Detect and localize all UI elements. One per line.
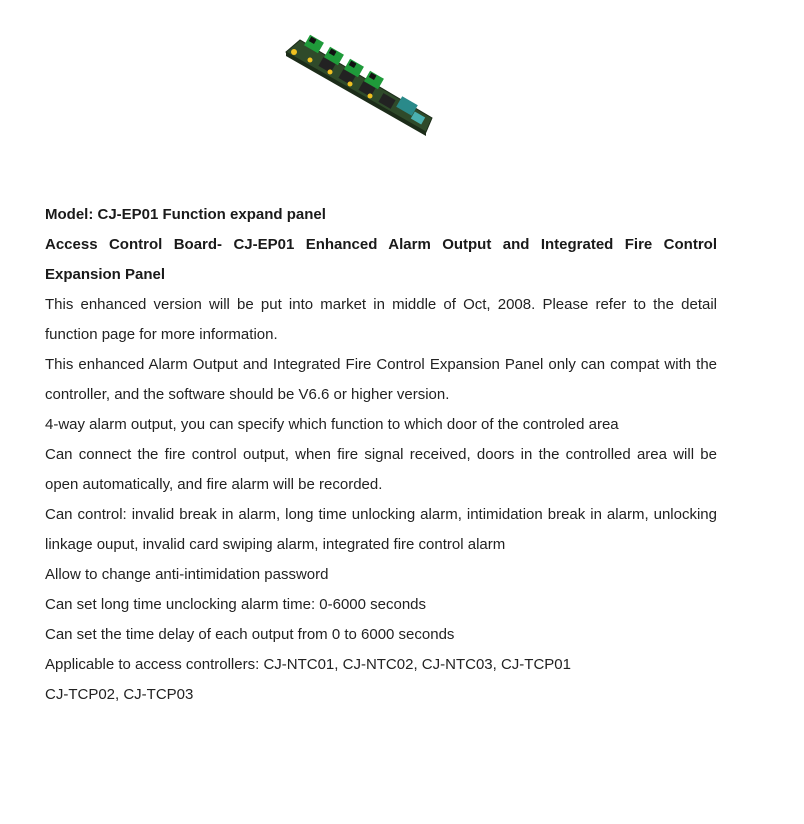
- model-title: Model: CJ-EP01 Function expand panel: [45, 206, 326, 223]
- paragraph-fire-control: Can connect the fire control output, when fire signal received, doors in the controlled area will be open automatically, and fire alarm will be recorded.: [45, 446, 717, 493]
- expansion-board-pcb-icon: [280, 30, 440, 140]
- paragraph-release-note: This enhanced version will be put into market in middle of Oct, 2008. Please refer to the detail function page for more information.: [45, 296, 717, 343]
- paragraph-alarm-output: 4-way alarm output, you can specify which function to which door of the controled area: [45, 416, 619, 433]
- paragraph-applicable-controllers-cont: CJ-TCP02, CJ-TCP03: [45, 686, 194, 703]
- paragraph-applicable-controllers: Applicable to access controllers: CJ-NTC01, CJ-NTC02, CJ-NTC03, CJ-TCP01: [45, 656, 571, 673]
- paragraph-delay: Can set the time delay of each output from 0 to 6000 seconds: [45, 626, 455, 643]
- paragraph-password: Allow to change anti-intimidation password: [45, 566, 329, 583]
- paragraph-unlock-time: Can set long time unclocking alarm time: 0-6000 seconds: [45, 596, 427, 613]
- paragraph-compatibility: This enhanced Alarm Output and Integrated Fire Control Expansion Panel only can compat with the controller, and the software should be V6.6 or higher version.: [45, 356, 717, 403]
- paragraph-control-list: Can control: invalid break in alarm, long time unlocking alarm, intimidation break in alarm, unlocking linkage ouput, invalid card swiping alarm, integrated fire control alarm: [45, 506, 717, 553]
- board-title: Access Control Board- CJ-EP01 Enhanced Alarm Output and Integrated Fire Control Expansion Panel: [45, 236, 717, 283]
- document-body: [45, 200, 717, 710]
- product-photo: [280, 30, 440, 140]
